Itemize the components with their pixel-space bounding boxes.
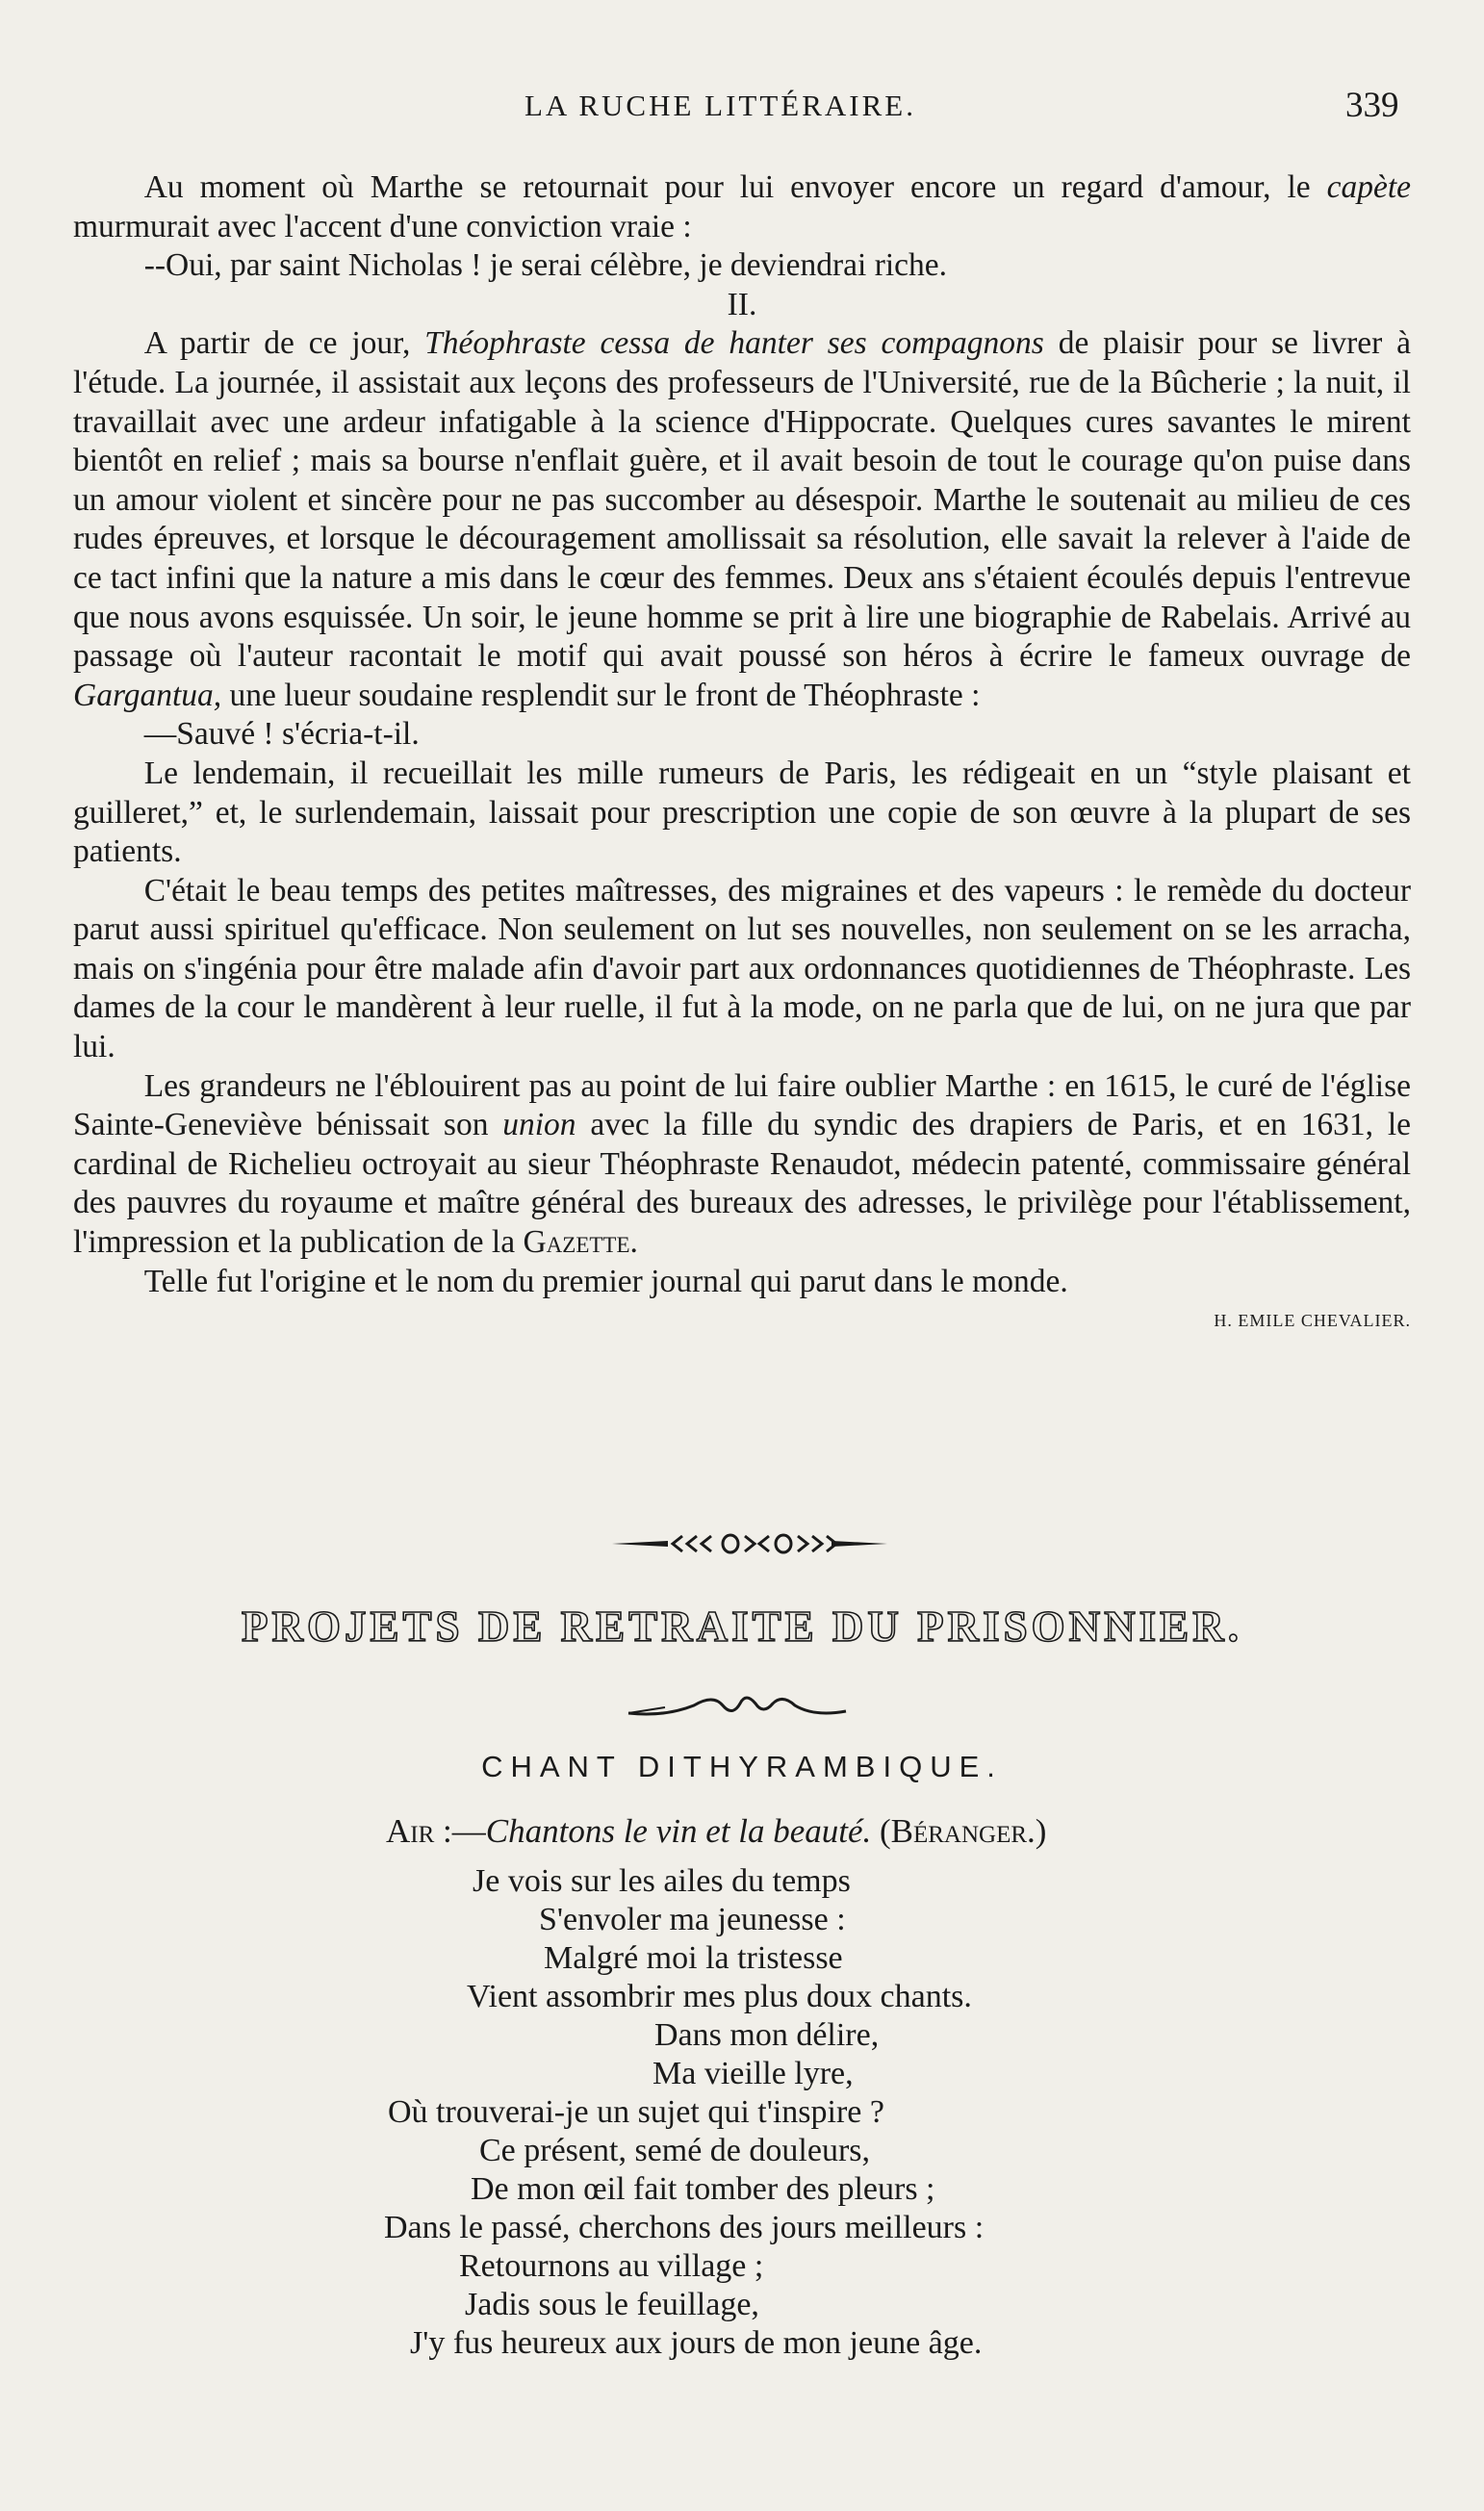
- italic-word: capète: [1326, 169, 1412, 205]
- running-title: LA RUCHE LITTÉRAIRE.: [525, 89, 916, 122]
- paragraph-2: --Oui, par saint Nicholas ! je serai célèbre, je deviendrai riche.: [143, 247, 948, 284]
- page-header: [0, 86, 1484, 137]
- poem-verse: Ma vieille lyre,: [652, 2056, 854, 2091]
- swirl-ornament-icon: [627, 1684, 848, 1723]
- author-signature: H. EMILE CHEVALIER.: [1214, 1311, 1411, 1331]
- section-number: II.: [727, 286, 757, 322]
- paragraph-3: A partir de ce jour, Théophraste cessa de hanter ses compagnons de plaisir pour se livrer à l'étude. La journée, il assistait aux leçons des professeurs de l'Université, rue de la Bûcherie ; la nuit, il travaillait avec une ardeur infatigable à la science d'Hippocrate. Quelques cures savantes le mirent bientôt en relief ; mais sa bourse n'enflait guère, et il avait besoin de tout le courage qu'on puise dans un amour violent et sincère pour ne pas succomber au désespoir. Marthe le soutenait au milieu de ces rudes épreuves, et lorsque le découragement amollissait sa résolution, elle savait la relever à l'aide de ce tact infini que la nature a mis dans le cœur des femmes. Deux ans s'étaient écoulés depuis l'entrevue que nous avons esquissée. Un soir, le jeune homme se prit à lire une biographie de Rabelais. Arrivé au passage où l'auteur racontait le motif qui avait poussé son héros à écrire le fameux ouvrage de Gargantua, une lueur soudaine resplendit sur le front de Théophraste :: [73, 325, 1412, 713]
- poem-title: PROJETS DE RETRAITE DU PRISONNIER.: [242, 1602, 1242, 1651]
- poem-verse: Dans le passé, cherchons des jours meilleurs :: [384, 2210, 985, 2245]
- poem-verse: Retournons au village ;: [459, 2248, 764, 2284]
- paragraph-8: Telle fut l'origine et le nom du premier journal qui parut dans le monde.: [143, 1263, 1068, 1299]
- paragraph-1: Au moment où Marthe se retournait pour lui envoyer encore un regard d'amour, le capète murmurait avec l'accent d'une conviction vraie :: [73, 169, 1412, 244]
- tune-line: [386, 1812, 1046, 1851]
- paragraph-5: Le lendemain, il recueillait les mille rumeurs de Paris, les rédigeait en un “style plaisant et guilleret,” et, le surlendemain, laissait pour prescription une copie de son œuvre à la plupart de ses patients.: [73, 755, 1411, 870]
- poem-verse: S'envoler ma jeunesse :: [539, 1902, 846, 1937]
- poem-verse: Où trouverai-je un sujet qui t'inspire ?: [388, 2094, 884, 2130]
- poem-verse: Dans mon délire,: [654, 2017, 880, 2053]
- poem-verse: Jadis sous le feuillage,: [465, 2287, 759, 2322]
- poem-verse: J'y fus heureux aux jours de mon jeune âge.: [410, 2325, 983, 2361]
- poem-verse: Je vois sur les ailes du temps: [473, 1863, 851, 1899]
- article-body: [73, 168, 1411, 1341]
- ornament-divider-icon: [610, 1532, 889, 1555]
- tune-author: (Béranger.): [879, 1812, 1047, 1850]
- page-number: 339: [1345, 86, 1399, 125]
- poem-verse: Ce présent, semé de douleurs,: [479, 2133, 870, 2168]
- tune-label: Air :—: [386, 1812, 486, 1850]
- tune-name: Chantons le vin et la beauté.: [485, 1812, 872, 1850]
- paragraph-6: C'était le beau temps des petites maîtresses, des migraines et des vapeurs : le remède du docteur parut aussi spirituel qu'efficace. Non seulement on lut ses nouvelles, non seulement on se les arracha, mais on s'ingénia pour être malade afin d'avoir part aux ordonnances quotidiennes de Théophraste. Les dames de la cour le mandèrent à leur ruelle, il fut à la mode, on ne parla que de lui, on ne jura que par lui.: [73, 872, 1411, 1065]
- poem-verse: De mon œil fait tomber des pleurs ;: [471, 2171, 935, 2207]
- paragraph-7: Les grandeurs ne l'éblouirent pas au point de lui faire oublier Marthe : en 1615, le curé de l'église Sainte-Geneviève bénissait son union avec la fille du syndic des drapiers de Paris, et en 1631, le cardinal de Richelieu octroyait au sieur Théophraste Renaudot, médecin patenté, commissaire général des pauvres du royaume et maître général des bureaux des adresses, le privilège pour l'établissement, l'impression et la publication de la Gazette.: [73, 1067, 1411, 1261]
- poem-subtitle: CHANT DITHYRAMBIQUE.: [481, 1750, 1003, 1783]
- poem-verse: Vient assombrir mes plus doux chants.: [467, 1979, 972, 2014]
- paragraph-4: —Sauvé ! s'écria-t-il.: [143, 716, 420, 753]
- poem-verse: Malgré moi la tristesse: [544, 1940, 843, 1976]
